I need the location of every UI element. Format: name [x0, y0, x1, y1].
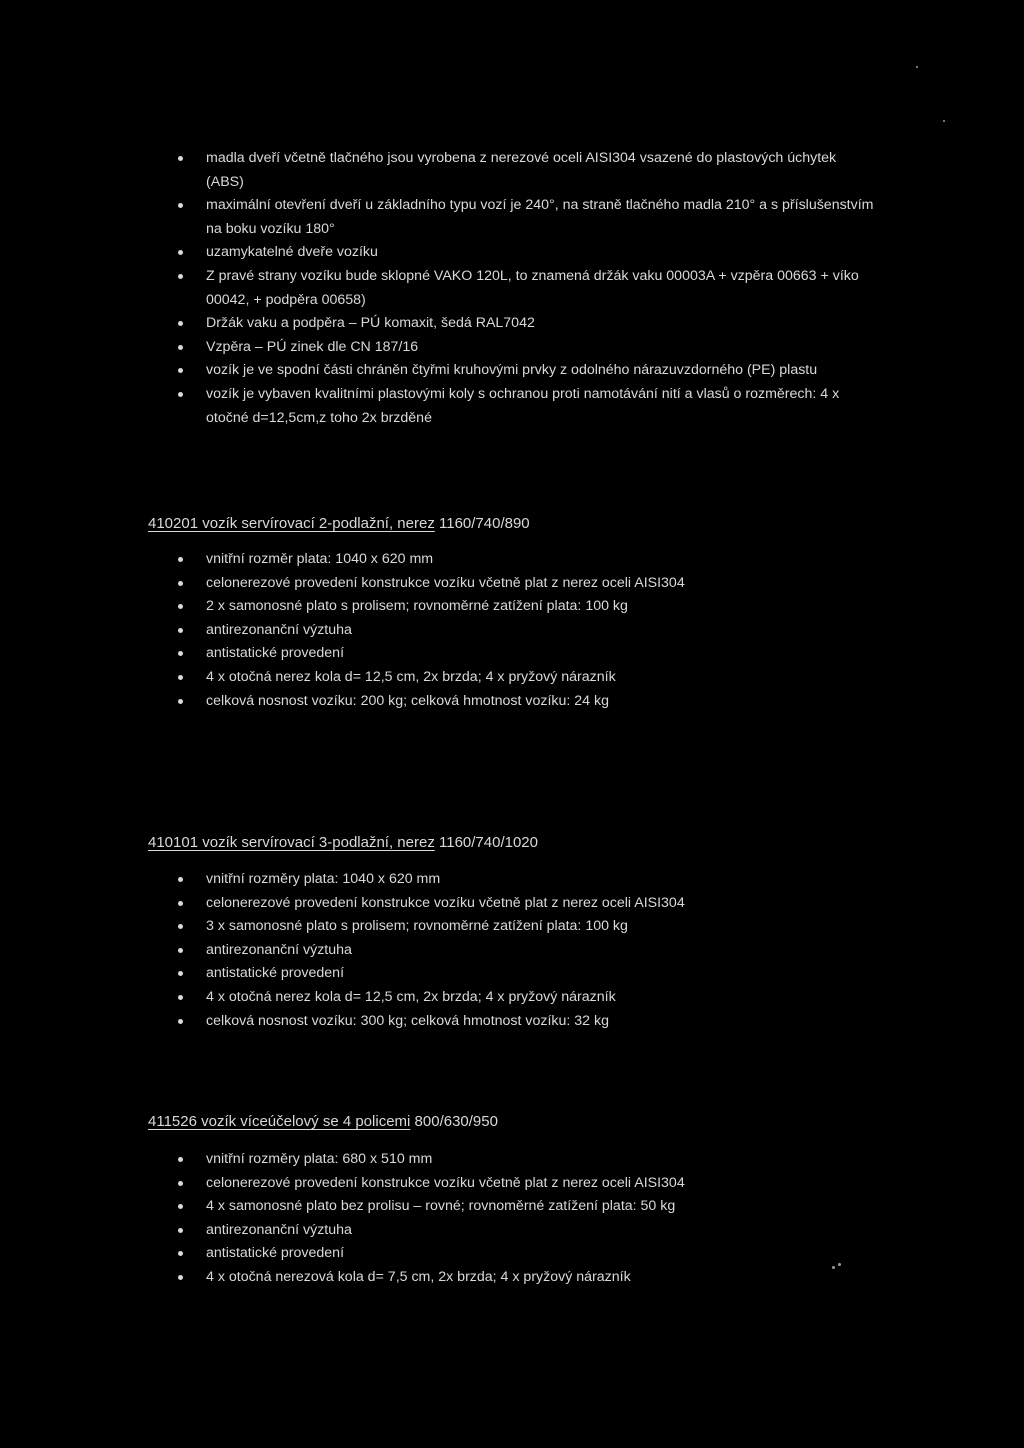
list-item: Z pravé strany vozíku bude sklopné VAKO 120L, to znamená držák vaku 00003A + vzpěra 00663 + víko 00042, + podpěra 00658) — [177, 265, 877, 312]
product-bullet-list — [177, 868, 717, 1033]
product-bullet-list — [177, 548, 717, 713]
list-item: Vzpěra – PÚ zinek dle CN 187/16 — [177, 336, 877, 360]
list-item: antirezonanční výztuha — [177, 619, 717, 643]
list-item: vozík je vybaven kvalitními plastovými koly s ochranou proti namotávání nití a vlasů o rozměrech: 4 x otočné d=12,5cm,z toho 2x brzděné — [177, 383, 877, 430]
list-item: celková nosnost vozíku: 200 kg; celková hmotnost vozíku: 24 kg — [177, 690, 717, 714]
scan-speck — [916, 66, 918, 68]
product-code-title: 411526 vozík víceúčelový se 4 policemi — [148, 1113, 411, 1130]
list-item: vnitřní rozměry plata: 680 x 510 mm — [177, 1148, 797, 1172]
product-heading — [148, 833, 538, 853]
list-item: antistatické provedení — [177, 1242, 797, 1266]
list-item: celonerezové provedení konstrukce vozíku včetně plat z nerez oceli AISI304 — [177, 572, 717, 596]
product-code-title: 410101 vozík servírovací 3-podlažní, nerez — [148, 834, 435, 851]
product-heading — [148, 514, 530, 534]
list-item: uzamykatelné dveře vozíku — [177, 241, 877, 265]
product-dimensions: 1160/740/890 — [439, 515, 530, 532]
product-code-title: 410201 vozík servírovací 2-podlažní, nerez — [148, 515, 435, 532]
list-item: 3 x samonosné plato s prolisem; rovnoměrné zatížení plata: 100 kg — [177, 915, 717, 939]
scan-speck — [832, 1266, 835, 1269]
list-item: 4 x samonosné plato bez prolisu – rovné; rovnoměrné zatížení plata: 50 kg — [177, 1195, 797, 1219]
list-item: vnitřní rozměry plata: 1040 x 620 mm — [177, 868, 717, 892]
list-item: celonerezové provedení konstrukce vozíku včetně plat z nerez oceli AISI304 — [177, 1172, 797, 1196]
list-item: celonerezové provedení konstrukce vozíku včetně plat z nerez oceli AISI304 — [177, 892, 717, 916]
list-item: antirezonanční výztuha — [177, 939, 717, 963]
list-item: antistatické provedení — [177, 962, 717, 986]
list-item: 4 x otočná nerezová kola d= 7,5 cm, 2x brzda; 4 x pryžový nárazník — [177, 1266, 797, 1290]
list-item: antistatické provedení — [177, 642, 717, 666]
list-item: vnitřní rozměr plata: 1040 x 620 mm — [177, 548, 717, 572]
list-item: celková nosnost vozíku: 300 kg; celková hmotnost vozíku: 32 kg — [177, 1010, 717, 1034]
intro-bullet-list — [177, 147, 877, 430]
product-dimensions: 800/630/950 — [414, 1113, 498, 1130]
scan-speck — [838, 1263, 841, 1266]
product-bullet-list — [177, 1148, 797, 1290]
list-item: madla dveří včetně tlačného jsou vyrobena z nerezové oceli AISI304 vsazené do plastových úchytek (ABS) — [177, 147, 877, 194]
list-item: 2 x samonosné plato s prolisem; rovnoměrné zatížení plata: 100 kg — [177, 595, 717, 619]
product-heading — [148, 1112, 498, 1132]
list-item: antirezonanční výztuha — [177, 1219, 797, 1243]
list-item: 4 x otočná nerez kola d= 12,5 cm, 2x brzda; 4 x pryžový nárazník — [177, 986, 717, 1010]
list-item: maximální otevření dveří u základního typu vozí je 240°, na straně tlačného madla 210° a s příslušenstvím na boku vozíku 180° — [177, 194, 877, 241]
product-dimensions: 1160/740/1020 — [439, 834, 538, 851]
scan-speck — [943, 120, 945, 122]
list-item: 4 x otočná nerez kola d= 12,5 cm, 2x brzda; 4 x pryžový nárazník — [177, 666, 717, 690]
list-item: vozík je ve spodní části chráněn čtyřmi kruhovými prvky z odolného nárazuvzdorného (PE) plastu — [177, 359, 877, 383]
list-item: Držák vaku a podpěra – PÚ komaxit, šedá RAL7042 — [177, 312, 877, 336]
